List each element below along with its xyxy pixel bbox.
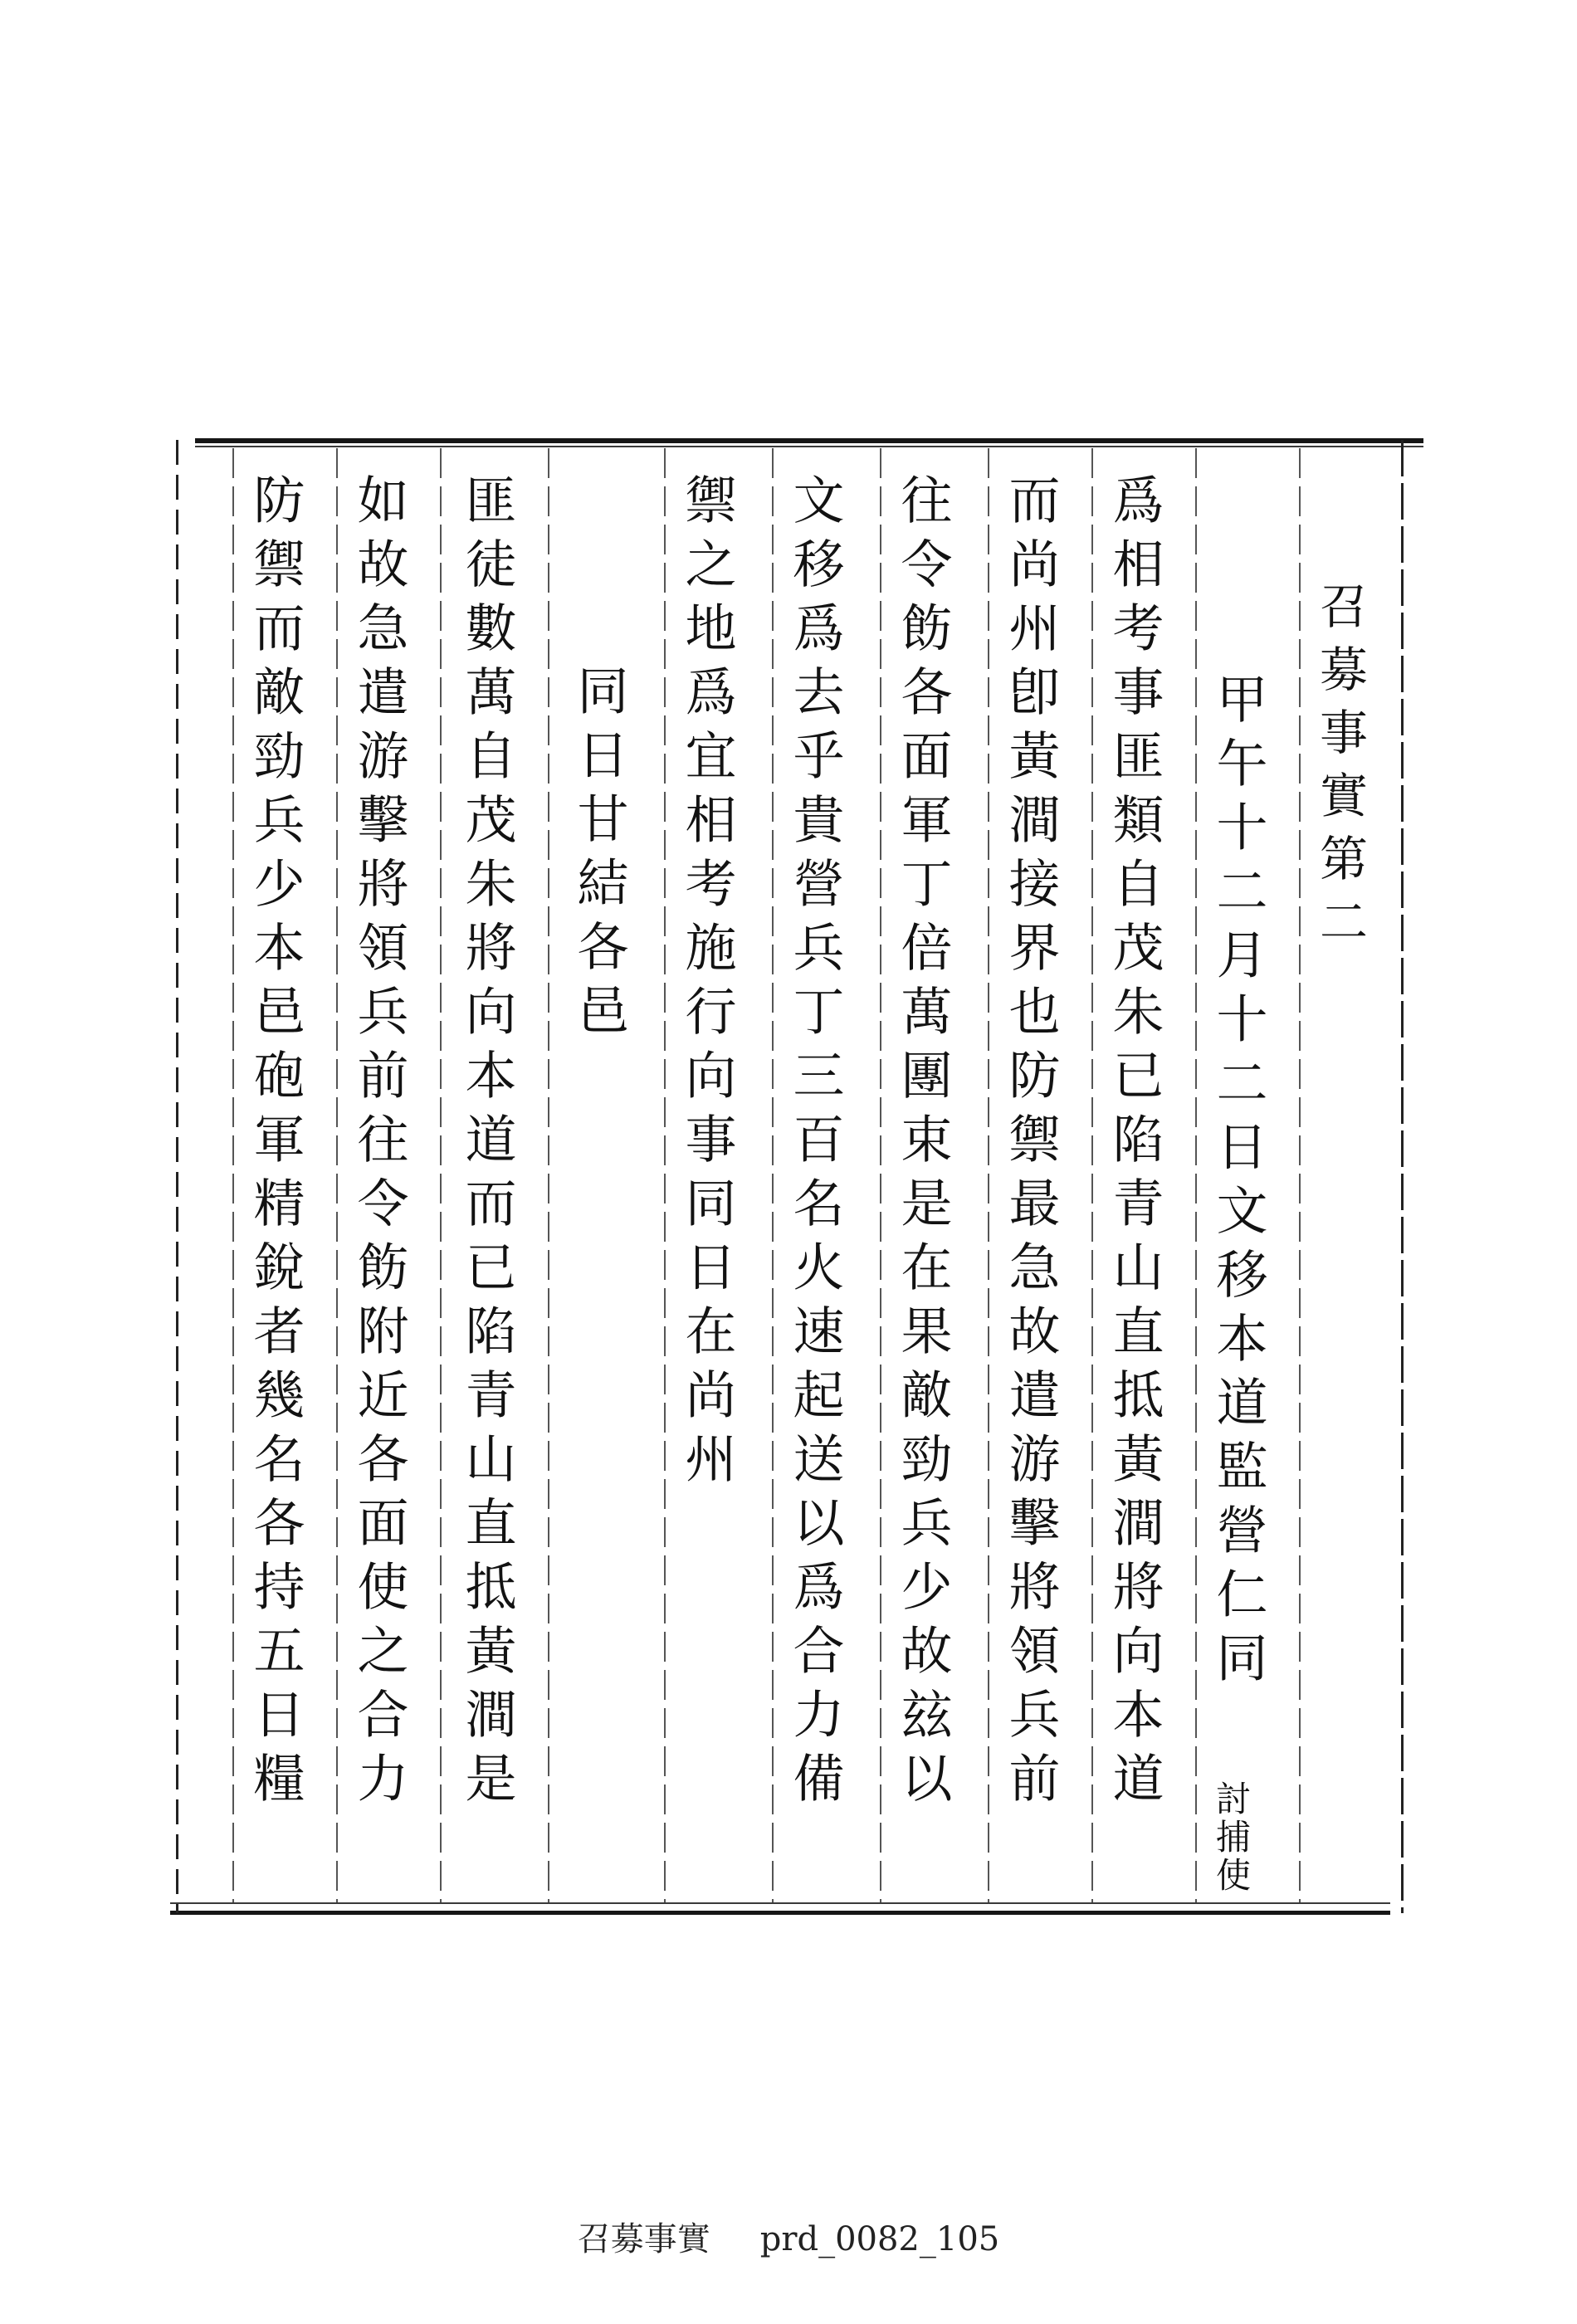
column-rule (988, 448, 989, 1902)
column-rule (1091, 448, 1093, 1902)
column-rule (664, 448, 666, 1902)
frame-left-border (176, 440, 178, 1913)
text-column-9: 匪徒數萬自茂朱將向本道而已陷青山直抵黃澗是 (456, 473, 517, 1815)
column-rule (440, 448, 442, 1902)
caption-title: 召募事實 (577, 2220, 710, 2258)
column-rule (548, 448, 549, 1902)
interlinear-annotation: 討捕使 (1211, 1780, 1252, 1895)
frame-bottom-inner-border (170, 1902, 1390, 1904)
text-column-7: 禦之地爲宜相考施行向事同日在尚州 (676, 473, 737, 1496)
column-rule (880, 448, 881, 1902)
column-rule (1195, 448, 1197, 1902)
column-rule (1299, 448, 1301, 1902)
text-column-5: 往令飭各面軍丁倍萬團束是在果敵勁兵少故玆以 (892, 473, 953, 1815)
column-rule (232, 448, 234, 1902)
text-column-3: 爲相考事匪類自茂朱已陷青山直抵黃澗將向本道 (1104, 473, 1164, 1815)
frame-right-border (1401, 440, 1404, 1913)
frame-top-border (195, 438, 1423, 443)
text-column-11: 防禦而敵勁兵少本邑砲軍精銳者幾名各持五日糧 (245, 473, 305, 1815)
text-column-2: 甲午十二月十二日文移本道監營仁同 (1208, 672, 1268, 1695)
frame-top-inner-border (195, 446, 1423, 447)
book-title-column: 召募事實第二 (1311, 581, 1368, 959)
text-column-6: 文移爲去乎貴營兵丁三百名火速起送以爲合力備 (784, 473, 845, 1815)
column-rule (336, 448, 338, 1902)
page-caption (0, 2213, 1577, 2260)
text-column-4: 而尚州卽黃澗接界也防禦最急故遣游擊將領兵前 (1000, 473, 1061, 1815)
frame-bottom-border (170, 1911, 1390, 1915)
caption-code: prd_0082_105 (759, 2220, 1000, 2258)
column-rule (772, 448, 774, 1902)
text-column-8: 同日甘結各邑 (569, 664, 629, 1047)
text-column-10: 如故急遣游擊將領兵前往令飭附近各面使之合力 (349, 473, 409, 1815)
